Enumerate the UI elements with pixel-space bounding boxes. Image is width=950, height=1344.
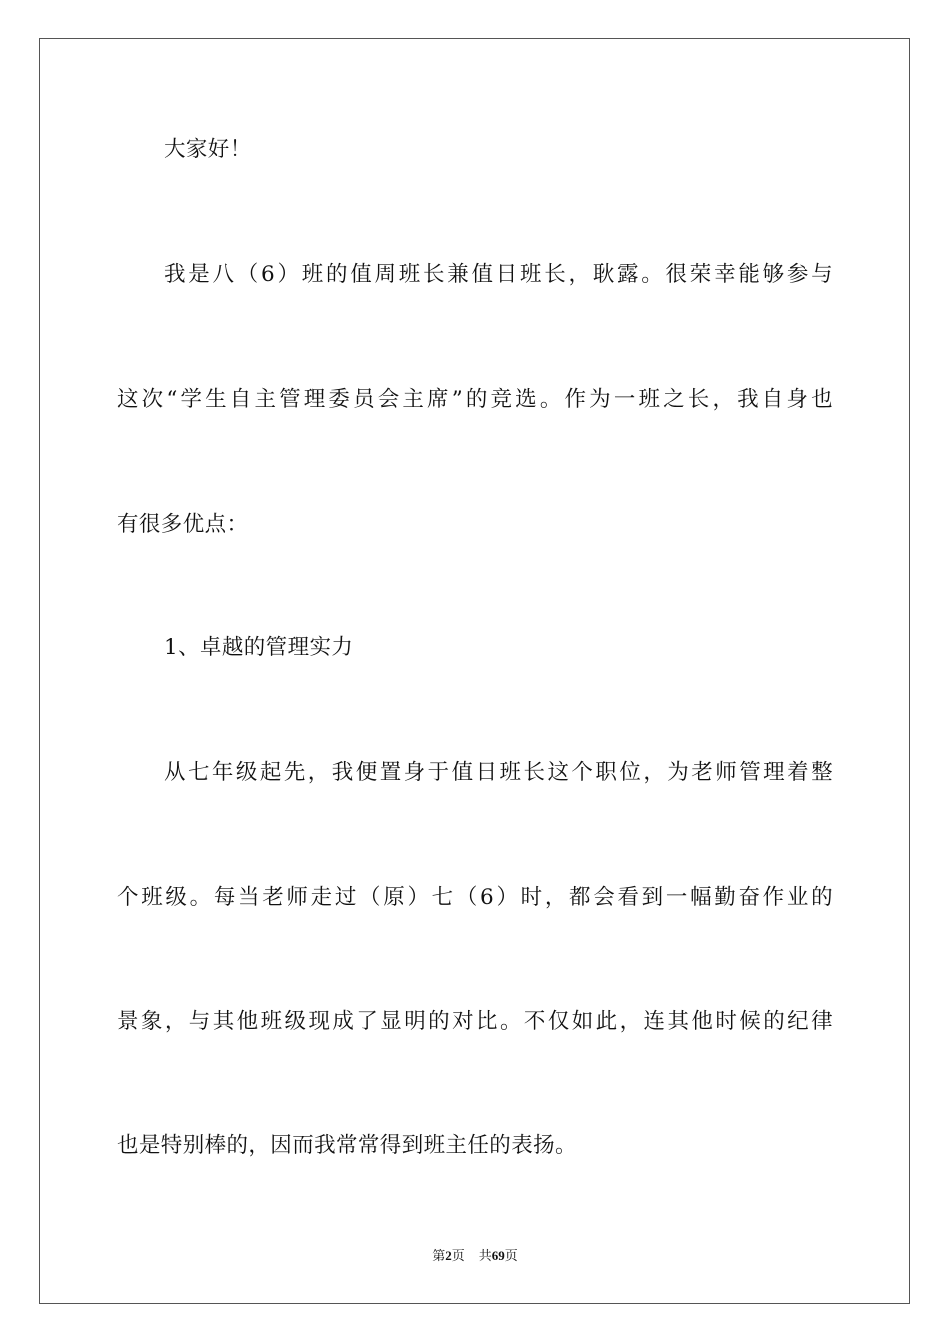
paragraph-1-line-2: 这次“学生自主管理委员会主席”的竞选。作为一班之长，我自身也 — [117, 387, 833, 412]
paragraph-2-line-3: 景象，与其他班级现成了显明的对比。不仅如此，连其他时候的纪律 — [117, 1009, 833, 1034]
section-heading: 1、卓越的管理实力 — [164, 635, 354, 660]
page-suffix: 页 — [451, 1249, 465, 1264]
paragraph-1-line-3: 有很多优点： — [117, 512, 249, 537]
paragraph-2-line-2: 个班级。每当老师走过（原）七（6）时，都会看到一幅勤奋作业的 — [117, 885, 833, 910]
paragraph-2-line-4: 也是特别棒的，因而我常常得到班主任的表扬。 — [117, 1133, 577, 1158]
total-suffix: 页 — [504, 1249, 518, 1264]
page-border — [39, 38, 910, 1304]
total-pages: 69 — [491, 1248, 505, 1263]
page-prefix: 第 — [432, 1249, 446, 1264]
total-prefix: 共 — [478, 1249, 492, 1264]
page-number: 2 — [445, 1248, 452, 1263]
paragraph-2-line-1: 从七年级起先，我便置身于值日班长这个职位，为老师管理着整 — [164, 760, 833, 785]
page-footer — [0, 1247, 950, 1266]
paragraph-1-line-1: 我是八（6）班的值周班长兼值日班长，耿露。很荣幸能够参与 — [164, 262, 833, 287]
greeting-line: 大家好！ — [164, 137, 252, 162]
